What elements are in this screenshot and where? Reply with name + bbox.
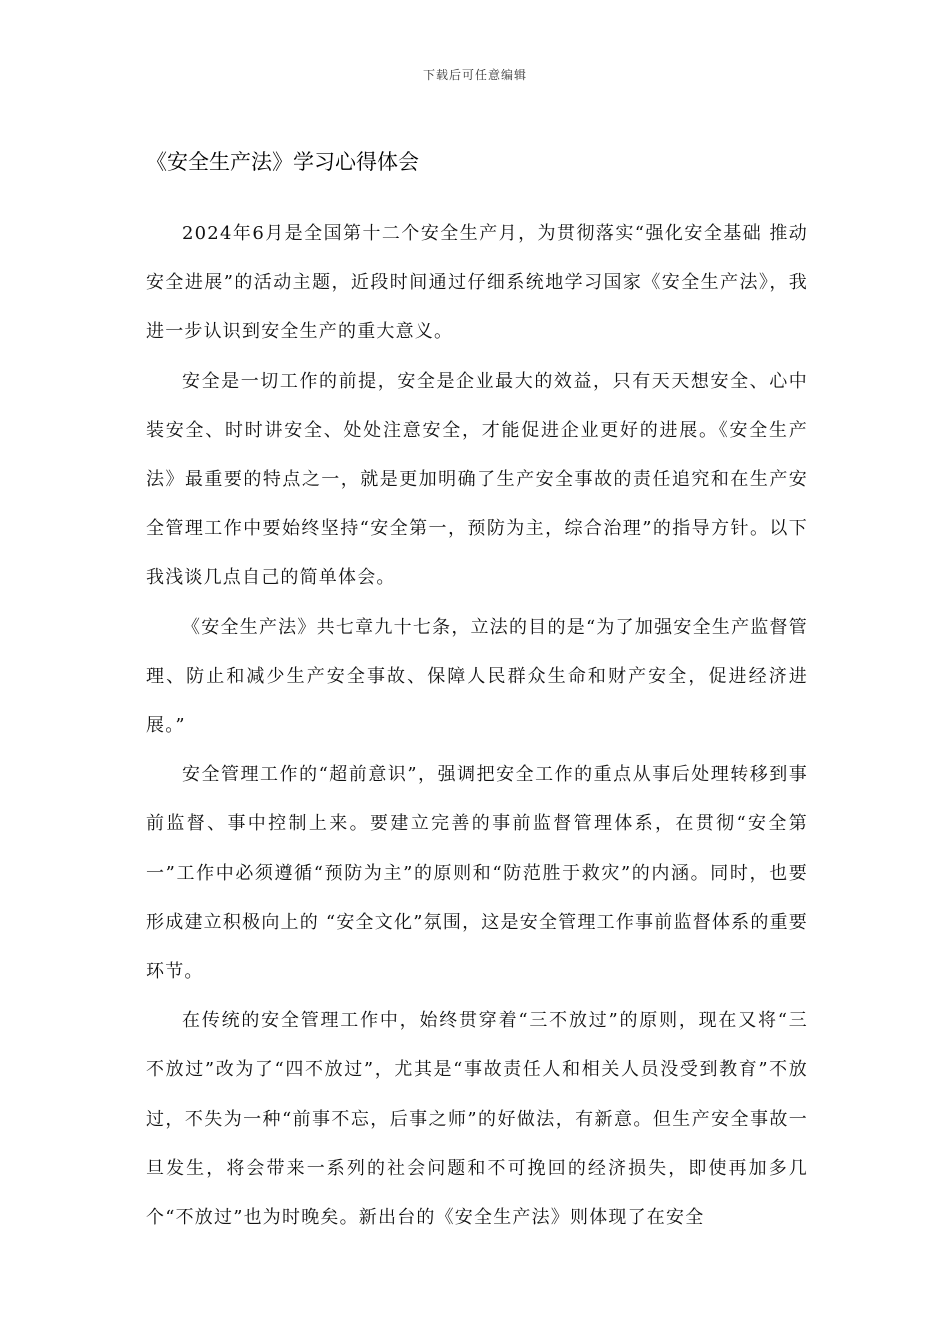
paragraph: 2024年6月是全国第十二个安全生产月，为贯彻落实“强化安全基础 推动安全进展”的活动主题，近段时间通过仔细系统地学习国家《安全生产法》，我进一步认识到安全生产的重大意义。 — [146, 223, 808, 343]
document-body — [146, 209, 808, 1242]
document-title: 《安全生产法》学习心得体会 — [146, 150, 419, 174]
header-note: 下载后可任意编辑 — [422, 68, 527, 82]
paragraph: 安全是一切工作的前提，安全是企业最大的效益，只有天天想安全、心中装安全、时时讲安全、处处注意安全，才能促进企业更好的进展。《安全生产法》最重要的特点之一，就是更加明确了生产安全事故的责任追究和在生产安全管理工作中要始终坚持“安全第一，预防为主，综合治理”的指导方针。以下我浅谈几点自己的简单体会。 — [146, 370, 808, 589]
paragraph: 《安全生产法》共七章九十七条，立法的目的是“为了加强安全生产监督管理、防止和减少生产安全事故、保障人民群众生命和财产安全，促进经济进展。” — [146, 616, 808, 737]
paragraph: 安全管理工作的“超前意识”，强调把安全工作的重点从事后处理转移到事前监督、事中控制上来。要建立完善的事前监督管理体系，在贯彻“安全第一”工作中必须遵循“预防为主”的原则和“防范胜于救灾”的内涵。同时，也要形成建立积极向上的 “安全文化”氛围，这是安全管理工作事前监督体系的重要环节。 — [146, 764, 808, 983]
paragraph: 在传统的安全管理工作中，始终贯穿着“三不放过”的原则，现在又将“三不放过”改为了“四不放过”，尤其是“事故责任人和相关人员没受到教育”不放过，不失为一种“前事不忘，后事之师”的好做法，有新意。但生产安全事故一旦发生，将会带来一系列的社会问题和不可挽回的经济损失，即使再加多几个“不放过”也为时晚矣。新出台的《安全生产法》则体现了在安全 — [146, 1010, 808, 1229]
